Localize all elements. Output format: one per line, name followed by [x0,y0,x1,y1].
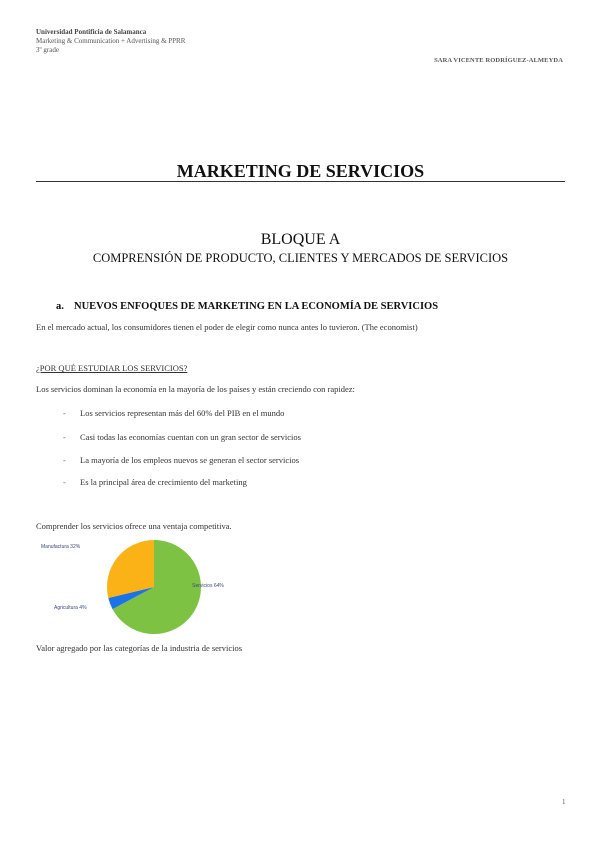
author-name: SARA VICENTE RODRÍGUEZ-ALMEYDA [434,57,563,64]
list-item: - Es la principal área de crecimiento del marketing [63,477,247,487]
block-title: BLOQUE A [260,231,341,248]
page-number: 1 [562,798,566,806]
pie-label-agricultura: Agricultura 4% [54,605,87,611]
title-divider [36,181,565,182]
intro-paragraph: En el mercado actual, los consumidores tienen el poder de elegir como nunca antes lo tuvieron. (The economist) [36,322,418,332]
document-title: MARKETING DE SERVICIOS [176,161,425,181]
bullet-marker: - [63,408,66,418]
lead-paragraph: Los servicios dominan la economía en la mayoría de los países y están creciendo con rapidez: [36,384,355,394]
advantage-paragraph: Comprender los servicios ofrece una ventaja competitiva. [36,521,232,531]
university-name: Universidad Pontificia de Salamanca [36,28,147,36]
bullet-marker: - [63,455,66,465]
section-heading [56,301,438,312]
bullet-marker: - [63,432,66,442]
section-heading-text: NUEVOS ENFOQUES DE MARKETING EN LA ECONOMÍA DE SERVICIOS [74,301,439,312]
block-subtitle: COMPRENSIÓN DE PRODUCTO, CLIENTES Y MERCADOS DE SERVICIOS [92,251,509,265]
program-name: Marketing & Communication + Advertising & PPRR [36,37,186,45]
list-item: - La mayoría de los empleos nuevos se generan el sector servicios [63,455,300,465]
document-header-left [36,28,185,55]
bullet-marker: - [63,477,66,487]
pie-chart [36,538,226,634]
list-item: - Los servicios representan más del 60% del PIB en el mundo [63,408,285,418]
list-item: - Casi todas las economías cuentan con un gran sector de servicios [63,432,301,442]
grade: 3º grade [36,46,59,54]
pie-label-manufactura: Manufactura 32% [41,544,81,550]
subsection-heading: ¿POR QUÉ ESTUDIAR LOS SERVICIOS? [36,363,188,373]
section-number: a. [56,301,64,312]
pie-label-servicios: Servicios 64% [192,583,224,589]
chart-caption: Valor agregado por las categorías de la industria de servicios [36,643,243,653]
